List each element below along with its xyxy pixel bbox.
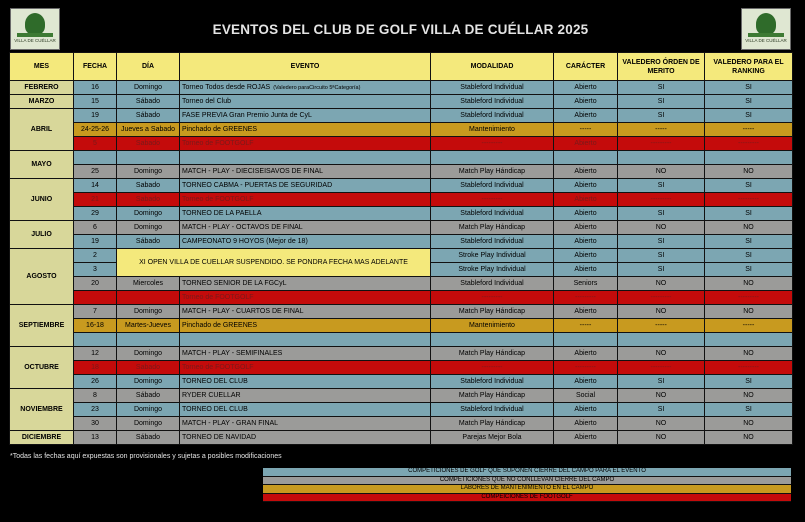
table-row: [10, 249, 793, 263]
modalidad-cell: Match Play Hándicap: [431, 221, 554, 235]
evento-cell: FASE PREVIA Gran Premio Junta de CyL: [180, 109, 431, 123]
ranking-cell: [705, 333, 793, 347]
modalidad-cell: Match Play Hándicap: [431, 305, 554, 319]
fecha-cell: 18: [74, 361, 117, 375]
evento-cell: TORNEO DE NAVIDAD: [180, 431, 431, 445]
fecha-cell: 2: [74, 249, 117, 263]
fecha-cell: 19: [74, 235, 117, 249]
table-row: [10, 361, 793, 375]
table-row: [10, 431, 793, 445]
evento-cell: Torneo de FOOTGOLF: [180, 361, 431, 375]
merito-cell: NO: [618, 347, 705, 361]
modalidad-cell: Mantenimiento: [431, 319, 554, 333]
evento-cell: Pinchado de GREENES: [180, 123, 431, 137]
modalidad-cell: Stableford Individual: [431, 109, 554, 123]
month-cell: JUNIO: [10, 179, 74, 221]
merito-cell: ---------: [618, 361, 705, 375]
dia-cell: [117, 151, 180, 165]
table-row: [10, 277, 793, 291]
fecha-cell: 29: [74, 207, 117, 221]
page-title: EVENTOS DEL CLUB DE GOLF VILLA DE CUÉLLAR 2025: [212, 22, 589, 37]
evento-cell: Torneo de FOOTGOLF: [180, 137, 431, 151]
evento-cell: CAMPEONATO 9 HOYOS (Mejor de 18): [180, 235, 431, 249]
evento-cell: MATCH - PLAY - DIECISEISAVOS DE FINAL: [180, 165, 431, 179]
fecha-cell: 12: [74, 347, 117, 361]
table-row: [10, 417, 793, 431]
fecha-cell: 30: [74, 417, 117, 431]
month-cell: ABRIL: [10, 109, 74, 151]
table-row: [10, 221, 793, 235]
evento-cell: TORNEO DEL CLUB: [180, 403, 431, 417]
ranking-cell: NO: [705, 277, 793, 291]
fecha-cell: [74, 291, 117, 305]
table-row: [10, 193, 793, 207]
dia-cell: Domingo: [117, 165, 180, 179]
dia-cell: [117, 291, 180, 305]
ranking-cell: NO: [705, 347, 793, 361]
caracter-cell: Abierto: [554, 165, 618, 179]
modalidad-cell: ---------: [431, 291, 554, 305]
dia-cell: [117, 333, 180, 347]
dia-cell: Sabado: [117, 193, 180, 207]
dia-cell: Domingo: [117, 305, 180, 319]
fecha-cell: 15: [74, 95, 117, 109]
header-dia: DÍA: [117, 53, 180, 81]
caracter-cell: -----: [554, 123, 618, 137]
caracter-cell: Social: [554, 389, 618, 403]
table-row: [10, 165, 793, 179]
modalidad-cell: Stableford Individual: [431, 81, 554, 95]
modalidad-cell: Stroke Play Individual: [431, 249, 554, 263]
month-cell: MAYO: [10, 151, 74, 179]
fecha-cell: 20: [74, 277, 117, 291]
merito-cell: SI: [618, 403, 705, 417]
dia-cell: Sábado: [117, 109, 180, 123]
color-legend: [263, 468, 791, 502]
caracter-cell: -----: [554, 319, 618, 333]
caracter-cell: [554, 333, 618, 347]
modalidad-cell: Mantenimiento: [431, 123, 554, 137]
table-row: [10, 389, 793, 403]
modalidad-cell: Stroke Play Individual: [431, 263, 554, 277]
ranking-cell: SI: [705, 403, 793, 417]
modalidad-cell: Stableford Individual: [431, 95, 554, 109]
ranking-cell: SI: [705, 235, 793, 249]
table-row: [10, 375, 793, 389]
merito-cell: SI: [618, 249, 705, 263]
table-header-row: [10, 53, 793, 81]
merito-cell: SI: [618, 95, 705, 109]
evento-cell: Torneo de FOOTGOLF: [180, 291, 431, 305]
merito-cell: SI: [618, 375, 705, 389]
fecha-cell: 19: [74, 109, 117, 123]
table-row: [10, 305, 793, 319]
evento-cell: [180, 151, 431, 165]
dia-cell: Domingo: [117, 417, 180, 431]
fecha-cell: 23: [74, 403, 117, 417]
table-row: [10, 319, 793, 333]
merito-cell: NO: [618, 221, 705, 235]
caracter-cell: Abierto: [554, 179, 618, 193]
table-row: [10, 207, 793, 221]
table-row: [10, 235, 793, 249]
fecha-cell: 6: [74, 221, 117, 235]
modalidad-cell: [431, 333, 554, 347]
dia-cell: Sábado: [117, 95, 180, 109]
caracter-cell: Abierto: [554, 403, 618, 417]
caracter-cell: Abierto: [554, 235, 618, 249]
table-row: [10, 291, 793, 305]
ranking-cell: -----: [705, 319, 793, 333]
merito-cell: SI: [618, 179, 705, 193]
table-row: [10, 95, 793, 109]
dia-cell: Domingo: [117, 375, 180, 389]
caracter-cell: Abierto: [554, 431, 618, 445]
header-modalidad: MODALIDAD: [431, 53, 554, 81]
legend-item: COMPETICIONES QUE NO CONLLEVAN CIERRE DEL CAMPO: [263, 477, 791, 486]
month-cell: OCTUBRE: [10, 347, 74, 389]
evento-cell: Torneo del Club: [180, 95, 431, 109]
evento-cell: TORNEO CABMA - PUERTAS DE SEGURIDAD: [180, 179, 431, 193]
dia-cell: Domingo: [117, 347, 180, 361]
table-row: [10, 347, 793, 361]
dia-cell: Jueves a Sabado: [117, 123, 180, 137]
dia-cell: Miercoles: [117, 277, 180, 291]
ranking-cell: [705, 151, 793, 165]
caracter-cell: Abierto: [554, 375, 618, 389]
fecha-cell: 8: [74, 389, 117, 403]
ranking-cell: SI: [705, 81, 793, 95]
caracter-cell: Abierto: [554, 221, 618, 235]
modalidad-cell: Match Play Hándicap: [431, 417, 554, 431]
modalidad-cell: Stableford Individual: [431, 207, 554, 221]
header-mes: MES: [10, 53, 74, 81]
dia-cell: Sabado: [117, 361, 180, 375]
dia-cell: Domingo: [117, 207, 180, 221]
evento-cell: [180, 333, 431, 347]
evento-cell: TORNEO DEL CLUB: [180, 375, 431, 389]
dia-cell: Sábado: [117, 235, 180, 249]
evento-cell: Pinchado de GREENES: [180, 319, 431, 333]
fecha-cell: 16: [74, 81, 117, 95]
caracter-cell: Abierto: [554, 263, 618, 277]
month-cell: JULIO: [10, 221, 74, 249]
caracter-cell: Abierto: [554, 137, 618, 151]
caracter-cell: Abierto: [554, 81, 618, 95]
fecha-cell: 24-25-26: [74, 123, 117, 137]
dia-cell: Sabado: [117, 179, 180, 193]
club-logo: [10, 8, 60, 50]
header-evento: EVENTO: [180, 53, 431, 81]
modalidad-cell: Stableford Individual: [431, 277, 554, 291]
club-logo: [741, 8, 791, 50]
evento-cell: MATCH - PLAY - GRAN FINAL: [180, 417, 431, 431]
merito-cell: NO: [618, 277, 705, 291]
agosto-open-suspended: XI OPEN VILLA DE CUELLAR SUSPENDIDO. SE PONDRA FECHA MAS ADELANTE: [117, 249, 431, 277]
modalidad-cell: Match Play Hándicap: [431, 389, 554, 403]
ranking-cell: SI: [705, 207, 793, 221]
legend-item: LABORES DE MANTENIMIENTO EN EL CAMPO: [263, 485, 791, 494]
evento-note: (Valedero paraCircuito 5ªCategoría): [273, 84, 361, 91]
header-merito: VALEDERO ÓRDEN DE MERITO: [618, 53, 705, 81]
disclaimer-note: *Todas las fechas aquí expuestas son provisionales y sujetas a posibles modificaciones: [10, 453, 282, 460]
modalidad-cell: Stableford Individual: [431, 179, 554, 193]
caracter-cell: Abierto: [554, 417, 618, 431]
caracter-cell: Abierto: [554, 109, 618, 123]
legend-item: COMPEICIONES DE FOOTGOLF: [263, 494, 791, 503]
table-row: [10, 333, 793, 347]
merito-cell: SI: [618, 235, 705, 249]
fecha-cell: 3: [74, 263, 117, 277]
fecha-cell: 25: [74, 165, 117, 179]
month-cell: FEBRERO: [10, 81, 74, 95]
evento-text: Torneo Todos desde ROJAS: [182, 83, 271, 91]
dia-cell: Sábado: [117, 431, 180, 445]
ranking-cell: SI: [705, 179, 793, 193]
caracter-cell: Abierto: [554, 347, 618, 361]
merito-cell: ---------: [618, 137, 705, 151]
modalidad-cell: Match Play Hándicap: [431, 165, 554, 179]
dia-cell: Sábado: [117, 389, 180, 403]
ranking-cell: ---------: [705, 291, 793, 305]
modalidad-cell: Stableford Individual: [431, 403, 554, 417]
legend-item: COMPETICIONES DE GOLF QUE SUPONEN CIERRE DEL CAMPO PARA EL EVENTO: [263, 468, 791, 477]
table-row: [10, 179, 793, 193]
merito-cell: SI: [618, 207, 705, 221]
ranking-cell: ---------: [705, 361, 793, 375]
caracter-cell: Seniors: [554, 277, 618, 291]
table-row: [10, 123, 793, 137]
ranking-cell: NO: [705, 431, 793, 445]
merito-cell: -----: [618, 123, 705, 137]
month-cell: DICIEMBRE: [10, 431, 74, 445]
header-fecha: FECHA: [74, 53, 117, 81]
evento-cell: Torneo de FOOTGOLF: [180, 193, 431, 207]
evento-cell: MATCH - PLAY - SEMIFINALES: [180, 347, 431, 361]
ranking-cell: NO: [705, 305, 793, 319]
table-row: [10, 109, 793, 123]
header-ranking: VALEDERO PARA EL RANKING: [705, 53, 793, 81]
evento-cell: TORNEO DE LA PAELLA: [180, 207, 431, 221]
table-body: [10, 81, 793, 445]
ranking-cell: NO: [705, 221, 793, 235]
modalidad-cell: Stableford Individual: [431, 375, 554, 389]
caracter-cell: Abierto: [554, 95, 618, 109]
month-cell: NOVIEMBRE: [10, 389, 74, 431]
ranking-cell: SI: [705, 375, 793, 389]
modalidad-cell: Match Play Hándicap: [431, 347, 554, 361]
merito-cell: NO: [618, 165, 705, 179]
events-table: [9, 52, 793, 445]
ranking-cell: NO: [705, 165, 793, 179]
dia-cell: Domingo: [117, 221, 180, 235]
ranking-cell: SI: [705, 263, 793, 277]
fecha-cell: 14: [74, 179, 117, 193]
caracter-cell: Abierto: [554, 193, 618, 207]
caracter-cell: [554, 151, 618, 165]
dia-cell: Martes-Jueves: [117, 319, 180, 333]
ranking-cell: -----: [705, 123, 793, 137]
dia-cell: Domingo: [117, 81, 180, 95]
merito-cell: NO: [618, 305, 705, 319]
ranking-cell: NO: [705, 389, 793, 403]
caracter-cell: ---------: [554, 361, 618, 375]
fecha-cell: 21: [74, 193, 117, 207]
ranking-cell: NO: [705, 417, 793, 431]
merito-cell: SI: [618, 81, 705, 95]
modalidad-cell: Parejas Mejor Bola: [431, 431, 554, 445]
merito-cell: [618, 151, 705, 165]
modalidad-cell: ---------: [431, 193, 554, 207]
modalidad-cell: Stableford Individual: [431, 235, 554, 249]
ranking-cell: SI: [705, 249, 793, 263]
modalidad-cell: ---------: [431, 361, 554, 375]
merito-cell: -----: [618, 319, 705, 333]
merito-cell: NO: [618, 389, 705, 403]
logo-text: VILLA DE CUÉLLAR: [745, 38, 787, 43]
merito-cell: SI: [618, 109, 705, 123]
evento-cell: MATCH - PLAY - OCTAVOS DE FINAL: [180, 221, 431, 235]
merito-cell: SI: [618, 263, 705, 277]
fecha-cell: [74, 333, 117, 347]
caracter-cell: Abierto: [554, 249, 618, 263]
month-cell: AGOSTO: [10, 249, 74, 305]
month-cell: MARZO: [10, 95, 74, 109]
table-row: [10, 137, 793, 151]
table-row: [10, 151, 793, 165]
modalidad-cell: [431, 151, 554, 165]
ranking-cell: SI: [705, 95, 793, 109]
header-caracter: CARÁCTER: [554, 53, 618, 81]
fecha-cell: 26: [74, 375, 117, 389]
ranking-cell: SI: [705, 109, 793, 123]
merito-cell: [618, 333, 705, 347]
evento-cell: RYDER CUELLAR: [180, 389, 431, 403]
evento-cell: MATCH - PLAY - CUARTOS DE FINAL: [180, 305, 431, 319]
fecha-cell: 13: [74, 431, 117, 445]
tree-icon: [25, 13, 45, 35]
modalidad-cell: ---------: [431, 137, 554, 151]
fecha-cell: 16-18: [74, 319, 117, 333]
fecha-cell: [74, 151, 117, 165]
table-row: [10, 81, 793, 95]
caracter-cell: ---------: [554, 291, 618, 305]
month-cell: SEPTIEMBRE: [10, 305, 74, 347]
merito-cell: ---------: [618, 291, 705, 305]
evento-cell: TORNEO SENIOR DE LA FGCyL: [180, 277, 431, 291]
evento-cell: [180, 81, 431, 95]
merito-cell: NO: [618, 431, 705, 445]
dia-cell: Domingo: [117, 403, 180, 417]
merito-cell: NO: [618, 417, 705, 431]
caracter-cell: Abierto: [554, 305, 618, 319]
caracter-cell: Abierto: [554, 207, 618, 221]
table-row: [10, 403, 793, 417]
fecha-cell: 7: [74, 305, 117, 319]
dia-cell: Sabado: [117, 137, 180, 151]
tree-icon: [756, 13, 776, 35]
ranking-cell: ---------: [705, 137, 793, 151]
fecha-cell: 5: [74, 137, 117, 151]
merito-cell: ---------: [618, 193, 705, 207]
ranking-cell: ---------: [705, 193, 793, 207]
logo-text: VILLA DE CUÉLLAR: [14, 38, 56, 43]
